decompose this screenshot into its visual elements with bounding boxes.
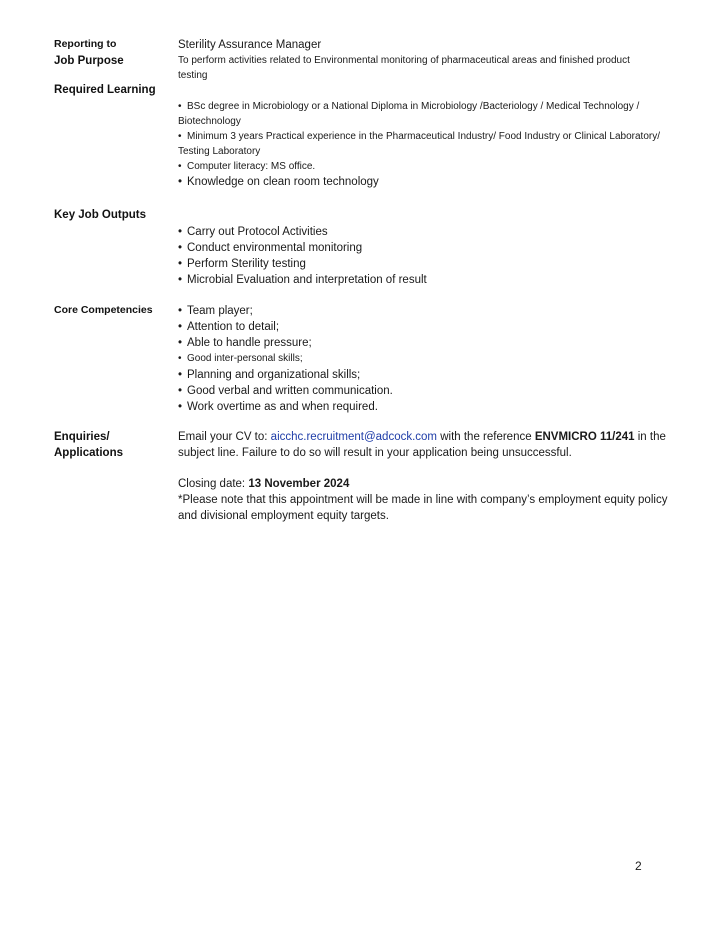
list-item: • Microbial Evaluation and interpretation of result xyxy=(178,274,427,286)
list-item: • Conduct environmental monitoring xyxy=(178,242,363,254)
reporting-label: Reporting to xyxy=(54,38,117,50)
core-competencies-list xyxy=(178,303,678,415)
closing-date: 13 November 2024 xyxy=(248,478,350,490)
ref-suffix: in the subject line. Failure to do so will result in your application being unsuccessful. xyxy=(178,431,666,459)
enquiries-label-line1: Enquiries/ xyxy=(54,431,110,443)
core-competencies-label: Core Competencies xyxy=(54,304,153,316)
email-link[interactable]: aicchc.recruitment@adcock.com xyxy=(270,431,438,443)
list-item: • Work overtime as and when required. xyxy=(178,401,378,413)
list-item: • Perform Sterility testing xyxy=(178,258,306,270)
page-number: 2 xyxy=(635,859,642,873)
ref-prefix: with the reference xyxy=(437,431,535,443)
list-item: • Team player; xyxy=(178,305,253,317)
required-learning-list xyxy=(178,99,668,190)
job-purpose-label: Job Purpose xyxy=(54,55,124,67)
list-item: • Good verbal and written communication. xyxy=(178,385,393,397)
reporting-value: Sterility Assurance Manager xyxy=(178,39,322,51)
required-learning-label: Required Learning xyxy=(54,84,156,96)
list-item: • Good inter-personal skills; xyxy=(178,353,303,364)
email-prefix: Email your CV to: xyxy=(178,431,271,443)
list-item: • Attention to detail; xyxy=(178,321,280,333)
key-outputs-list xyxy=(178,224,678,288)
list-item: • Knowledge on clean room technology xyxy=(178,176,379,188)
enquiries-label-line2: Applications xyxy=(54,447,124,459)
key-outputs-label: Key Job Outputs xyxy=(54,209,147,221)
list-item: • Minimum 3 years Practical experience in the Pharmaceutical Industry/ Food Industry or Clinical Laboratory/ Testing Laboratory xyxy=(178,131,660,157)
reference-code: ENVMICRO 11/241 xyxy=(534,431,635,443)
equity-note: *Please note that this appointment will be made in line with company’s employment equity policy and divisional employment equity targets. xyxy=(178,494,668,522)
enquiries-text xyxy=(178,429,668,461)
closing-prefix: Closing date: xyxy=(178,478,249,490)
list-item: • Planning and organizational skills; xyxy=(178,369,361,381)
enquiries-label xyxy=(54,429,123,461)
list-item: • Computer literacy: MS office. xyxy=(178,161,316,172)
list-item: • Able to handle pressure; xyxy=(178,337,312,349)
closing-date-line xyxy=(178,476,678,492)
job-purpose-value: To perform activities related to Environmental monitoring of pharmaceutical areas and finished product testing xyxy=(178,55,630,81)
list-item: • Carry out Protocol Activities xyxy=(178,226,328,238)
list-item: • BSc degree in Microbiology or a National Diploma in Microbiology /Bacteriology / Medical Technology / Biotechnology xyxy=(178,101,640,127)
